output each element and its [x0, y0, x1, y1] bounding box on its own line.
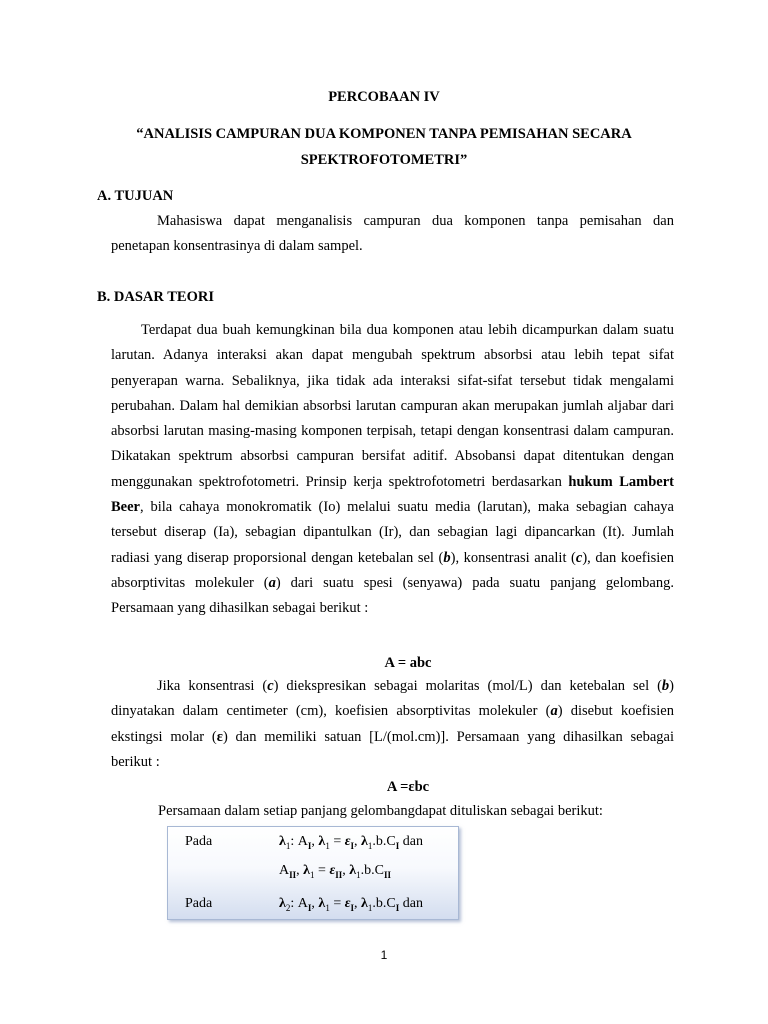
p2-text-2: ) diekspresikan sebagai molaritas (mol/L) dan ketebalan sel ( [273, 678, 662, 694]
page-number: 1 [380, 948, 388, 962]
experiment-title: PERCOBAAN IV [328, 89, 440, 105]
symbol-a: a [268, 574, 276, 591]
symbol-b-2: b [661, 678, 670, 694]
equation-box [167, 826, 459, 920]
theory-paragraph-2 [111, 674, 674, 775]
theory-paragraph-3: Persamaan dalam setiap panjang gelombangdapat dituliskan sebagai berikut: [158, 803, 603, 819]
formula-abc: A = abc [384, 655, 432, 671]
subtitle-line-2: SPEKTROFOTOMETRI” [300, 152, 468, 168]
p1-text-5: ) dari suatu spesi (senyawa) pada suatu panjang gelombang. Persamaan yang dihasilkan sebagai berikut : [111, 574, 674, 617]
formula-ebc: A =εbc [386, 779, 430, 795]
p1-text-2: , bila cahaya monokromatik (Io) melalui suatu media (larutan), maka sebagian cahaya tersebut diserap (Ia), sebagian dipantulkan (Ir), dan sebagian lagi dipancarkan (It). Jumlah radiasi yang diserap proporsional dengan ketebalan sel ( [111, 499, 674, 566]
equation-row-2 [168, 861, 458, 881]
theory-paragraph-1 [111, 318, 674, 622]
section-a-text: Mahasiswa dapat menganalisis campuran dua komponen tanpa pemisahan dan penetapan konsentrasinya di dalam sampel. [111, 213, 674, 255]
row-3-expression: $\lambda_2$: $A_I$, $\lambda_1 = \varepsilon_I$, $\lambda_1.b.C_I$ dan [279, 896, 423, 913]
row-1-label: Pada [185, 834, 213, 849]
p2-text-4: ) disebut koefisien ekstingsi molar ( [111, 703, 674, 745]
section-b-heading: B. DASAR TEORI [97, 289, 214, 305]
symbol-c-2: c [267, 678, 274, 694]
row-1-expression: $\lambda_1$: $A_I$, $\lambda_1 = \varepsilon_I$, $\lambda_1.b.C_I$ dan [279, 834, 423, 851]
lambert-beer-law: hukum Lambert Beer [111, 473, 674, 516]
row-3-label: Pada [185, 896, 213, 911]
p2-text-3: ) dinyatakan dalam centimeter (cm), koefisien absorptivitas molekuler ( [111, 678, 675, 720]
symbol-c: c [575, 549, 583, 566]
section-a-heading: A. TUJUAN [97, 188, 174, 204]
p2-text-1: Jika konsentrasi ( [157, 678, 268, 694]
equation-row-3 [168, 894, 458, 914]
symbol-a-2: a [550, 703, 558, 720]
p2-text-5: ) dan memiliki satuan [L/(mol.cm)]. Persamaan yang dihasilkan sebagai berikut : [111, 728, 674, 770]
row-2-expression: $A_{II}$, $\lambda_1 = \varepsilon_{II}$, $\lambda_1.b.C_{II}$ [279, 863, 391, 880]
subtitle-line-1: “ANALISIS CAMPURAN DUA KOMPONEN TANPA PEMISAHAN SECARA [136, 126, 632, 142]
p1-text-4: ), dan koefisien absorptivitas molekuler ( [111, 549, 674, 591]
p1-text-1: Terdapat dua buah kemungkinan bila dua komponen atau lebih dicampurkan dalam suatu larutan. Adanya interaksi akan dapat mengubah spektrum absorbsi atau lebih tepat sifat penyerapan warna. Sebaliknya, jika tidak ada interaksi sifat-sifat tersebut tidak mengalami perubahan. Dalam hal demikian absorbsi larutan campuran akan merupakan jumlah aljabar dari absorbsi larutan masing-masing komponen terpisah, tetapi dengan konsentrasi dalam campuran. Dikatakan spektrum absorbsi campuran bersifat aditif. Absobansi dapat ditentukan dengan menggunakan spektrofotometri. Prinsip kerja spektrofotometri berdasarkan [111, 322, 674, 490]
symbol-b: b [443, 549, 451, 566]
p1-text-3: ), konsentrasi analit ( [450, 549, 576, 566]
symbol-epsilon: ε [216, 728, 223, 745]
equation-row-1 [168, 832, 458, 852]
